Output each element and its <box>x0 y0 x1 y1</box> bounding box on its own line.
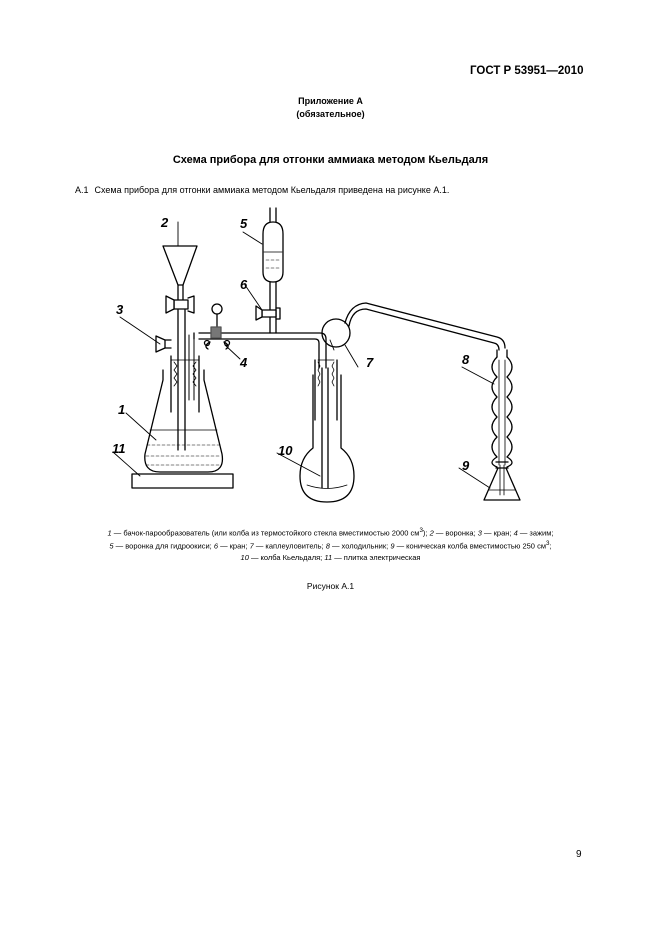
caption-item-number: 5 <box>109 541 114 551</box>
clamp <box>205 304 230 349</box>
figure-caption-line-1 <box>0 527 661 538</box>
side-stopcock <box>156 336 171 352</box>
label-11: 11 <box>112 441 126 456</box>
caption-item-text: — воронка для гидроокиси; <box>113 541 214 551</box>
label-4: 4 <box>240 355 248 370</box>
label-3: 3 <box>116 302 124 317</box>
caption-item-number: 9 <box>390 541 395 551</box>
caption-item-text: ); <box>422 528 430 538</box>
caption-item-number: 6 <box>213 541 218 551</box>
label-2: 2 <box>161 215 169 230</box>
caption-item-text: — бачок-парообразователь (или колба из термостойкого стекла вместимостью 2000 см <box>111 528 420 538</box>
caption-item-number: 2 <box>429 528 434 538</box>
caption-item-number: 4 <box>513 528 518 538</box>
caption-item-number: 7 <box>249 541 254 551</box>
funnel-stopcock <box>166 296 194 313</box>
label-1: 1 <box>118 402 126 417</box>
caption-superscript: 3 <box>419 527 423 534</box>
caption-item-number: 8 <box>325 541 330 551</box>
caption-item-text: — кран; <box>217 541 250 551</box>
caption-item-text: — холодильник; <box>329 541 391 551</box>
caption-item-number: 10 <box>240 553 249 562</box>
figure-caption-line-2 <box>0 540 661 551</box>
caption-item-number: 3 <box>477 528 482 538</box>
figure-caption-line-3 <box>0 553 661 562</box>
bulb-condenser <box>492 350 512 467</box>
hot-plate <box>132 474 233 488</box>
caption-item-number: 1 <box>107 528 112 538</box>
appendix-status: (обязательное) <box>296 109 365 119</box>
caption-item-text: — плитка электрическая <box>332 553 421 562</box>
caption-item-text: ; <box>549 541 552 551</box>
caption-item-text: — кран; <box>481 528 514 538</box>
section-title: Схема прибора для отгонки аммиака методом Кьельдаля <box>172 154 489 166</box>
caption-item-text: — зажим; <box>517 528 554 538</box>
page-number: 9 <box>576 849 582 860</box>
label-5: 5 <box>240 216 248 231</box>
label-9: 9 <box>462 458 470 473</box>
paragraph-number: А.1 <box>75 185 89 195</box>
conical-flask <box>484 462 520 500</box>
paragraph-text: Схема прибора для отгонки аммиака методом Кьельдаля приведена на рисунке А.1. <box>94 185 450 195</box>
label-6: 6 <box>240 277 248 292</box>
caption-item-text: — колба Кьельдаля; <box>248 553 325 562</box>
caption-superscript: 3 <box>545 540 550 547</box>
kjeldahl-flask <box>300 360 354 502</box>
standard-number: ГОСТ Р 53951—2010 <box>470 65 584 77</box>
label-8: 8 <box>462 352 470 367</box>
caption-item-text: — коническая колба вместимостью 250 см <box>394 541 546 551</box>
caption-item-number: 11 <box>324 553 333 562</box>
figure-label: Рисунок А.1 <box>306 581 355 591</box>
caption-item-text: — каплеуловитель; <box>253 541 326 551</box>
label-7: 7 <box>366 355 374 370</box>
connecting-tube <box>345 303 505 350</box>
label-10: 10 <box>278 443 293 458</box>
appendix-title: Приложение А <box>298 96 363 106</box>
leader-lines <box>113 222 494 488</box>
funnel <box>163 246 197 300</box>
caption-item-text: — воронка; <box>433 528 478 538</box>
